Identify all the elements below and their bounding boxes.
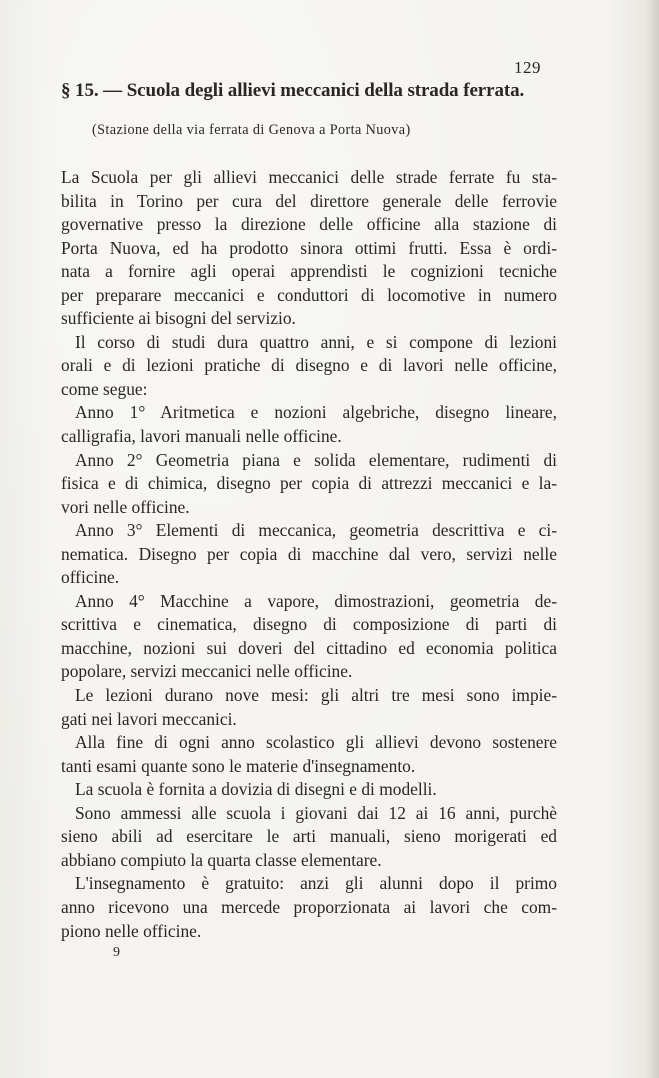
body-text [61, 166, 557, 943]
text-line: abbiano compiuto la quarta classe elementare. [61, 849, 382, 870]
signature-mark: 9 [113, 945, 120, 960]
text-line: come segue: [61, 378, 148, 399]
text-line: Anno 3° Elementi di meccanica, geometria descrittiva e ci- [75, 520, 557, 541]
text-line: vori nelle officine. [61, 496, 190, 517]
text-line: governative presso la direzione delle officine alla stazione di [61, 214, 557, 235]
section-heading: § 15. — Scuola degli allievi meccanici della strada ferrata. [61, 80, 525, 101]
text-line: Le lezioni durano nove mesi: gli altri tre mesi sono impie- [75, 685, 557, 706]
section-subheading: (Stazione della via ferrata di Genova a Porta Nuova) [92, 122, 411, 138]
text-line: Anno 2° Geometria piana e solida elementare, rudimenti di [75, 449, 557, 470]
text-line: scrittiva e cinematica, disegno di composizione di parti di [61, 614, 557, 635]
text-line: nata a fornire agli operai apprendisti le cognizioni tecniche [61, 261, 557, 282]
text-line: Sono ammessi alle scuola i giovani dai 12 ai 16 anni, purchè [75, 802, 557, 823]
text-line: Alla fine di ogni anno scolastico gli allievi devono sostenere [75, 732, 557, 753]
text-line: bilita in Torino per cura del direttore generale delle ferrovie [61, 190, 557, 211]
text-line: sufficiente ai bisogni del servizio. [61, 308, 296, 329]
text-line: nematica. Disegno per copia di macchine dal vero, servizi nelle [61, 543, 557, 564]
text-line: orali e di lezioni pratiche di disegno e di lavori nelle officine, [61, 355, 557, 376]
text-line: officine. [61, 567, 120, 588]
text-line: Anno 1° Aritmetica e nozioni algebriche, disegno lineare, [75, 402, 557, 423]
text-line: calligrafia, lavori manuali nelle officine. [61, 426, 342, 447]
text-line: Porta Nuova, ed ha prodotto sinora ottimi frutti. Essa è ordi- [61, 237, 557, 258]
text-line: gati nei lavori meccanici. [61, 708, 237, 729]
text-line: sieno abili ad esercitare le arti manuali, sieno morigerati ed [61, 826, 557, 847]
text-line: tanti esami quante sono le materie d'insegnamento. [61, 755, 416, 776]
text-line: piono nelle officine. [61, 920, 202, 941]
text-line: popolare, servizi meccanici nelle officine. [61, 661, 353, 682]
text-line: fisica e di chimica, disegno per copia di attrezzi meccanici e la- [61, 473, 557, 494]
text-line: La scuola è fornita a dovizia di disegni e di modelli. [75, 779, 437, 800]
text-line: La Scuola per gli allievi meccanici delle strade ferrate fu sta- [61, 167, 557, 187]
text-line: L'insegnamento è gratuito: anzi gli alunni dopo il primo [75, 873, 557, 894]
text-line: Il corso di studi dura quattro anni, e si compone di lezioni [75, 331, 557, 352]
text-line: per preparare meccanici e conduttori di locomotive in numero [61, 284, 557, 305]
text-line: anno ricevono una mercede proporzionata ai lavori che com- [61, 896, 557, 917]
page-number: 129 [514, 58, 541, 77]
text-line: Anno 4° Macchine a vapore, dimostrazioni, geometria de- [75, 590, 557, 611]
text-line: macchine, nozioni sui doveri del cittadino ed economia politica [61, 637, 557, 658]
page-edge-shadow [645, 0, 659, 1078]
